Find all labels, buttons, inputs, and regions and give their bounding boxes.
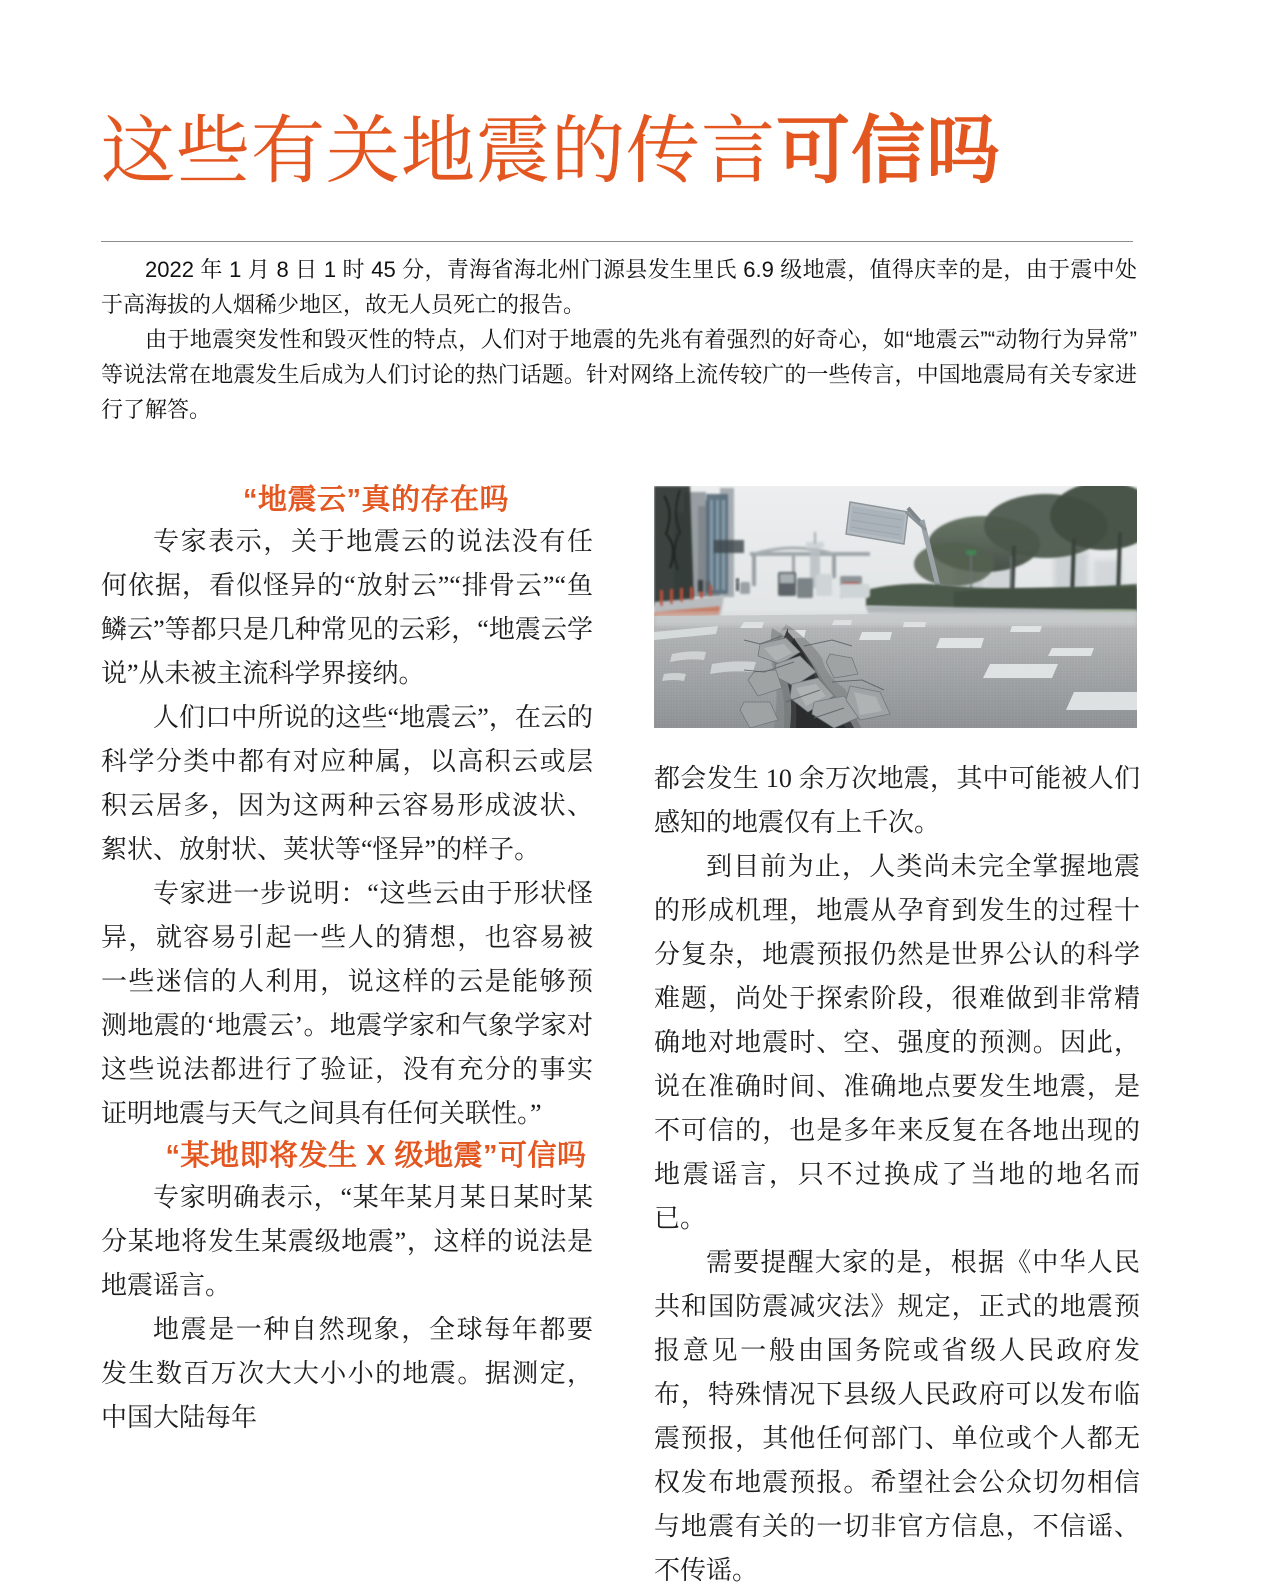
lead-paragraphs xyxy=(101,252,1137,427)
page-title-bold: 可信吗 xyxy=(776,109,1001,192)
right-paragraph-1: 都会发生 10 余万次地震，其中可能被人们感知的地震仅有上千次。 xyxy=(654,764,1140,837)
lead-paragraph-2: 由于地震突发性和毁灭性的特点，人们对于地震的先兆有着强烈的好奇心，如“地震云”“动物行为异常”等说法常在地震发生后成为人们讨论的热门话题。针对网络上流传较广的一些传言，中国地震局有关专家进行了解答。 xyxy=(101,327,1137,422)
section-heading-1: “地震云”真的存在吗 xyxy=(242,484,509,516)
page-title xyxy=(101,108,1141,194)
page-title-light: 这些有关地震的传言 xyxy=(101,109,776,192)
left-paragraph-2: 人们口中所说的这些“地震云”，在云的科学分类中都有对应种属，以高积云或层积云居多，因为这两种云容易形成波状、絮状、放射状、荚状等“怪异”的样子。 xyxy=(101,703,593,864)
title-divider xyxy=(101,241,1133,242)
right-paragraph-2: 到目前为止，人类尚未完全掌握地震的形成机理，地震从孕育到发生的过程十分复杂，地震预报仍然是世界公认的科学难题，尚处于探索阶段，很难做到非常精确地对地震时、空、强度的预测。因此，说在准确时间、准确地点要发生地震，是不可信的，也是多年来反复在各地出现的地震谣言，只不过换成了当地的地名而已。 xyxy=(654,852,1140,1233)
left-column xyxy=(101,480,593,1440)
section-heading-2: “某地即将发生 X 级地震”可信吗 xyxy=(165,1140,587,1172)
left-paragraph-5: 地震是一种自然现象，全球每年都要发生数百万次大大小小的地震。据测定，中国大陆每年 xyxy=(101,1315,593,1432)
left-paragraph-3: 专家进一步说明：“这些云由于形状怪异，就容易引起一些人的猜想，也容易被一些迷信的人利用，说这样的云是能够预测地震的‘地震云’。地震学家和气象学家对这些说法都进行了验证，没有充分的事实证明地震与天气之间具有任何关联性。” xyxy=(101,879,593,1128)
left-paragraph-1: 专家表示，关于地震云的说法没有任何依据，看似怪异的“放射云”“排骨云”“鱼鳞云”等都只是几种常见的云彩，“地震云学说”从未被主流科学界接纳。 xyxy=(101,527,593,688)
right-column xyxy=(654,757,1140,1593)
earthquake-road-photo xyxy=(654,486,1137,728)
lead-paragraph-1: 2022 年 1 月 8 日 1 时 45 分，青海省海北州门源县发生里氏 6.9 级地震，值得庆幸的是，由于震中处于高海拔的人烟稀少地区，故无人员死亡的报告。 xyxy=(101,257,1137,317)
left-paragraph-4: 专家明确表示，“某年某月某日某时某分某地将发生某震级地震”，这样的说法是地震谣言。 xyxy=(101,1183,593,1300)
right-paragraph-3: 需要提醒大家的是，根据《中华人民共和国防震减灾法》规定，正式的地震预报意见一般由国务院或省级人民政府发布，特殊情况下县级人民政府可以发布临震预报，其他任何部门、单位或个人都无权发布地震预报。希望社会公众切勿相信与地震有关的一切非官方信息，不信谣、不传谣。 xyxy=(654,1248,1140,1585)
photo-illustration xyxy=(654,486,1137,728)
